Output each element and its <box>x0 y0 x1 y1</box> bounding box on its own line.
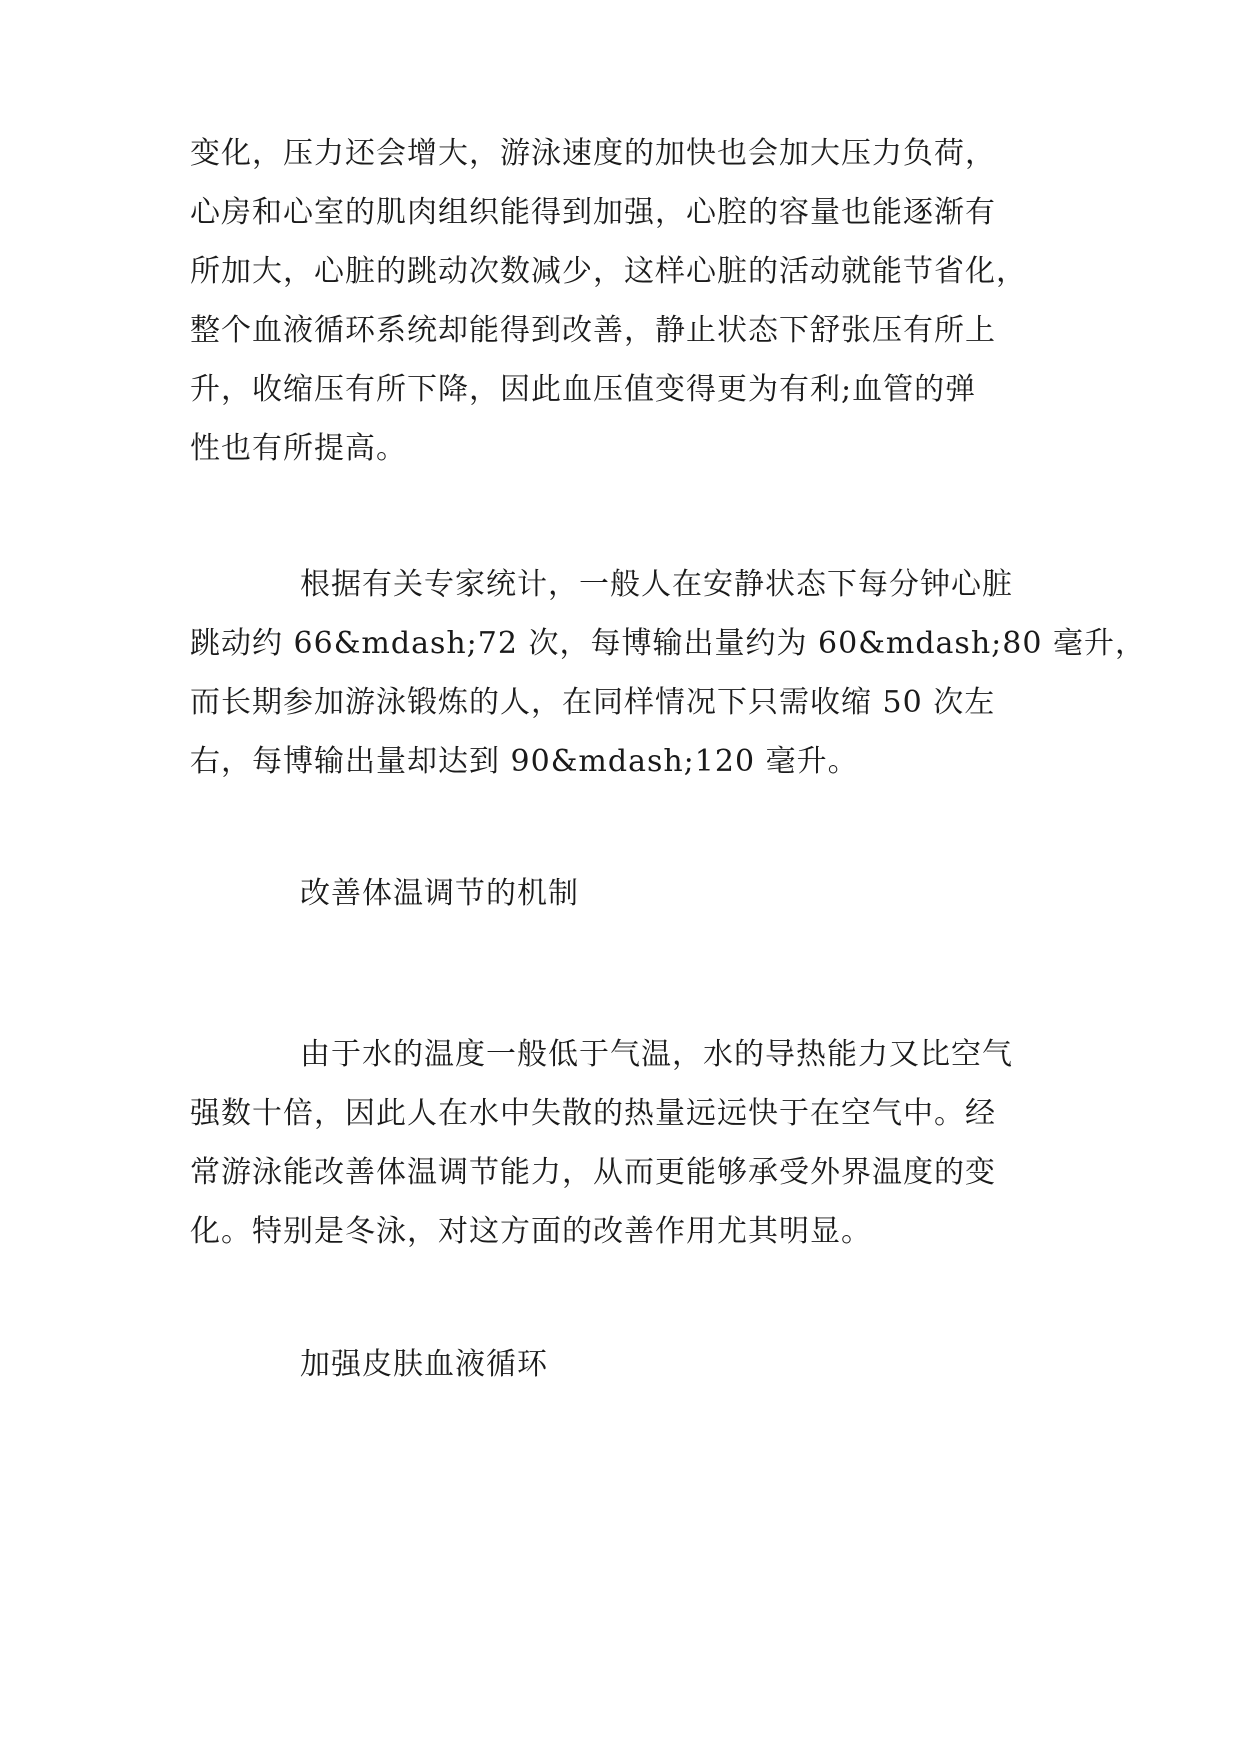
text-line: 强数十倍，因此人在水中失散的热量远远快于在空气中。经 <box>190 1096 996 1131</box>
text-line: 根据有关专家统计，一般人在安静状态下每分钟心脏 <box>300 567 1013 602</box>
text-line: 由于水的温度一般低于气温，水的导热能力又比空气 <box>300 1037 1013 1072</box>
text-line: 常游泳能改善体温调节能力，从而更能够承受外界温度的变 <box>190 1155 996 1190</box>
text-line: 整个血液循环系统却能得到改善，静止状态下舒张压有所上 <box>190 313 996 348</box>
text-line: 所加大，心脏的跳动次数减少，这样心脏的活动就能节省化， <box>190 254 1027 289</box>
paragraph-heart-training <box>190 124 1060 478</box>
section-heading: 改善体温调节的机制 <box>300 876 579 911</box>
paragraph-temperature-regulation <box>190 1025 1060 1261</box>
text-line: 化。特别是冬泳，对这方面的改善作用尤其明显。 <box>190 1214 872 1249</box>
section-heading-skin-circulation <box>190 1335 1060 1394</box>
text-line: 升，收缩压有所下降，因此血压值变得更为有利;血管的弹 <box>190 372 977 407</box>
text-line: 跳动约 66&mdash;72 次，每博输出量约为 60&mdash;80 毫升， <box>190 626 1146 661</box>
section-heading: 加强皮肤血液循环 <box>300 1347 548 1382</box>
text-line: 右，每博输出量却达到 90&mdash;120 毫升。 <box>190 744 859 779</box>
section-heading-temperature <box>190 864 1060 923</box>
text-line: 而长期参加游泳锻炼的人，在同样情况下只需收缩 50 次左 <box>190 685 996 720</box>
text-line: 变化，压力还会增大，游泳速度的加快也会加大压力负荷， <box>190 136 996 171</box>
paragraph-heart-statistics <box>190 555 1146 791</box>
text-line: 心房和心室的肌肉组织能得到加强，心腔的容量也能逐渐有 <box>190 195 996 230</box>
text-line: 性也有所提高。 <box>190 431 407 466</box>
